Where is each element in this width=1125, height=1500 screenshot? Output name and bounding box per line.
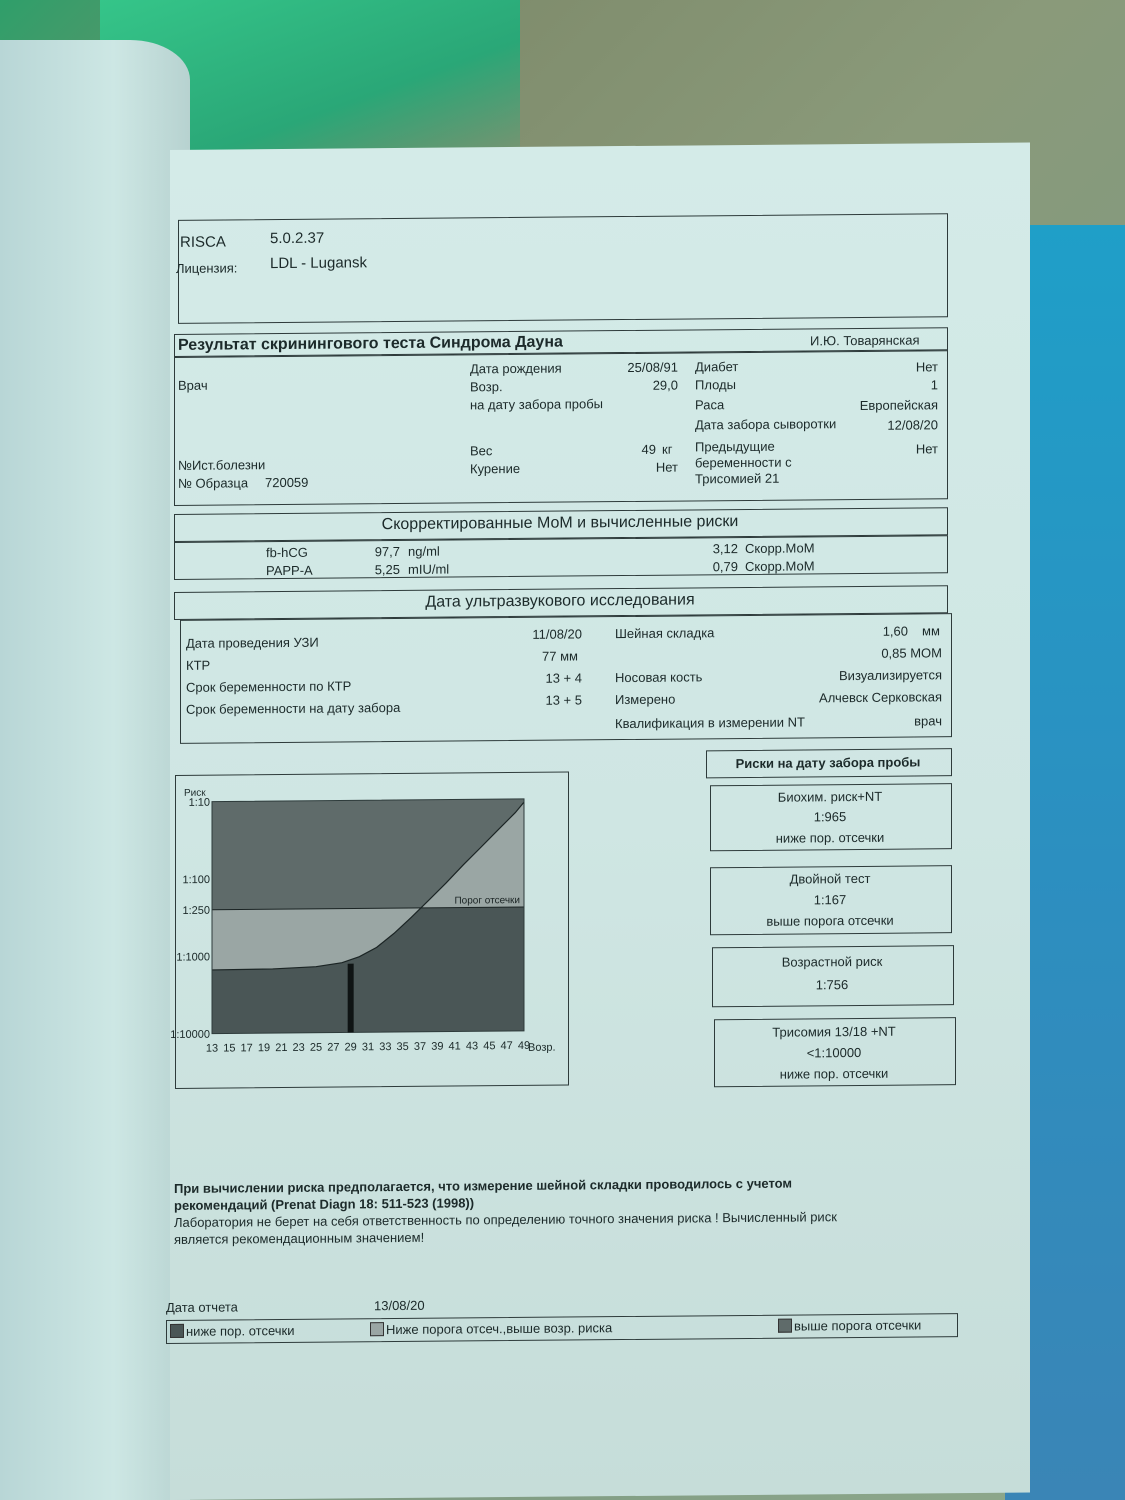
x-tick-label: 13	[205, 1042, 219, 1055]
us-date-value: 11/08/20	[532, 626, 582, 642]
risk-box-value: 1:167	[813, 892, 847, 908]
risk-box-title: Возрастной риск	[781, 953, 883, 970]
qual-label: Квалификация в измерении NT	[615, 714, 805, 732]
risk-chart	[170, 772, 569, 1089]
legend-swatch-middle	[370, 1322, 384, 1336]
mom-row-mom: 3,12	[712, 541, 738, 557]
mom-row-value: 5,25	[374, 561, 400, 578]
mom-row-mom: 0,79	[712, 559, 738, 575]
note-bold-2: рекомендаций (Prenat Diagn 18: 511-523 (1998))	[174, 1195, 475, 1213]
patient-age-marker	[348, 964, 354, 1033]
x-tick-label: 37	[413, 1040, 427, 1053]
history-label: №Ист.болезни	[178, 457, 266, 473]
mom-row-mom-label: Скорр.МоМ	[745, 558, 815, 574]
risk-box-title: Двойной тест	[789, 870, 871, 887]
age-value: 29,0	[652, 377, 678, 393]
us-date-label: Дата проведения УЗИ	[186, 634, 319, 651]
legend-above-label: выше порога отсечки	[794, 1317, 922, 1334]
note-bold-1: При вычислении риска предполагается, что измерение шейной складки проводилось с учетом	[174, 1175, 793, 1196]
report-date-label: Дата отчета	[166, 1299, 238, 1316]
nasal-value: Визуализируется	[839, 667, 942, 684]
x-tick-label: 33	[379, 1041, 392, 1054]
x-tick-label: 41	[448, 1040, 461, 1053]
risk-box-status: выше порога отсечки	[766, 912, 894, 929]
age-on-label: на дату забора пробы	[470, 396, 603, 413]
risk-box-title: Трисомия 13/18 +NT	[772, 1023, 896, 1040]
x-tick-label: 45	[483, 1040, 496, 1053]
cutoff-label: Порог отсечки	[454, 895, 520, 907]
prev-preg-value: Нет	[915, 441, 938, 457]
y-axis-label: Риск	[184, 787, 206, 799]
note-1: Лаборатория не берет на себя ответственность по определению точного значения риска ! Вычисленный риск	[174, 1209, 837, 1230]
legend-below	[170, 1323, 294, 1340]
diabetes-value: Нет	[915, 359, 938, 375]
y-tick-label: 1:100	[182, 873, 210, 887]
mom-row-unit: ng/ml	[408, 543, 440, 559]
nt-mom: 0,85 МОМ	[881, 645, 942, 661]
nt-label: Шейная складка	[615, 625, 715, 642]
birth-label: Дата рождения	[470, 360, 562, 377]
weight-unit: кг	[662, 441, 673, 457]
smoking-label: Курение	[470, 460, 521, 477]
race-value: Европейская	[859, 397, 938, 413]
weight-label: Вес	[470, 443, 493, 459]
us-title: Дата ультразвукового исследования	[425, 591, 695, 611]
x-tick-label: 15	[223, 1042, 236, 1055]
legend-below-label: ниже пор. отсечки	[186, 1322, 295, 1339]
mom-row-name: PAPP-A	[266, 562, 313, 579]
x-tick-label: 21	[275, 1041, 288, 1055]
risk-box-value: 1:965	[813, 809, 847, 825]
serum-date-label: Дата забора сыворотки	[695, 416, 837, 433]
risk-box-title: Биохим. риск+NT	[777, 788, 883, 805]
prev-preg-label-3: Трисомией 21	[695, 470, 780, 487]
x-axis-label: Возр.	[528, 1041, 556, 1054]
report-date-value: 13/08/20	[374, 1297, 425, 1314]
ktr-label: КТР	[186, 657, 211, 673]
term-ktr-value: 13 + 4	[545, 670, 582, 686]
legend-middle-label: Ниже порога отсеч.,выше возр. риска	[386, 1320, 613, 1338]
mom-row-mom-label: Скорр.МоМ	[745, 540, 815, 556]
x-tick-label: 25	[309, 1041, 323, 1054]
legend-above	[778, 1317, 921, 1334]
risk-box-value: 1:756	[815, 977, 849, 993]
patient-name: И.Ю. Товарянская	[810, 332, 920, 349]
diabetes-label: Диабет	[695, 359, 739, 375]
x-tick-label: 17	[240, 1042, 253, 1055]
risk-box-status: ниже пор. отсечки	[775, 829, 885, 846]
prev-preg-label-1: Предыдущие	[695, 438, 775, 455]
note-2: является рекомендационным значением!	[174, 1229, 425, 1247]
x-tick-label: 23	[292, 1041, 305, 1054]
x-tick-label: 35	[396, 1040, 409, 1054]
ktr-value: 77 мм	[542, 648, 578, 664]
legend-swatch-above	[778, 1319, 792, 1333]
mom-row-name: fb-hCG	[266, 544, 308, 561]
app-label: RISCA	[180, 233, 226, 251]
term-sample-value: 13 + 5	[545, 692, 582, 708]
app-version: 5.0.2.37	[270, 229, 325, 248]
y-tick-label: 1:10	[188, 796, 210, 809]
x-tick-label: 39	[431, 1040, 444, 1053]
doctor-label: Врач	[178, 377, 208, 393]
x-tick-label: 19	[257, 1042, 271, 1055]
x-tick-label: 31	[361, 1041, 375, 1054]
mom-row-unit: mIU/ml	[408, 561, 450, 577]
nasal-label: Носовая кость	[615, 669, 703, 686]
mom-row-value: 97,7	[374, 543, 400, 560]
birth-value: 25/08/91	[627, 359, 678, 376]
y-tick-label: 1:250	[182, 904, 210, 917]
left-page-curl	[0, 40, 190, 1500]
risks-title: Риски на дату забора пробы	[735, 754, 921, 772]
prev-preg-label-2: беременности с	[695, 454, 792, 471]
age-label: Возр.	[470, 379, 503, 395]
measured-label: Измерено	[615, 691, 676, 708]
x-tick-label: 43	[465, 1040, 479, 1053]
y-tick-label: 1:10000	[170, 1028, 210, 1041]
x-tick-label: 47	[500, 1040, 513, 1053]
report-title: Результат скринингового теста Синдрома Дауна	[178, 333, 563, 354]
risk-box-status: ниже пор. отсечки	[779, 1065, 889, 1082]
nt-unit: мм	[922, 623, 940, 639]
risk-chart-svg	[170, 773, 568, 1088]
fetuses-label: Плоды	[695, 377, 736, 393]
term-ktr-label: Срок беременности по КТР	[186, 678, 352, 695]
serum-date-value: 12/08/20	[887, 417, 938, 433]
license-value: LDL - Lugansk	[270, 254, 368, 273]
qual-value: врач	[914, 713, 942, 729]
sample-value: 720059	[265, 474, 309, 491]
license-label: Лицензия:	[176, 260, 238, 276]
race-label: Раса	[695, 397, 725, 413]
x-tick-label: 49	[517, 1039, 531, 1052]
term-sample-label: Срок беременности на дату забора	[186, 699, 401, 717]
weight-value: 49	[641, 441, 656, 457]
x-tick-label: 27	[327, 1041, 340, 1054]
risk-box-value: <1:10000	[806, 1044, 862, 1061]
legend-swatch-below	[170, 1324, 184, 1338]
smoking-value: Нет	[655, 459, 678, 475]
y-tick-label: 1:1000	[176, 951, 210, 964]
fetuses-value: 1	[930, 377, 938, 393]
sample-label: № Образца	[178, 475, 249, 491]
measured-value: Алчевск Серковская	[819, 689, 942, 706]
nt-value: 1,60	[882, 623, 908, 639]
legend-middle	[370, 1320, 612, 1338]
x-tick-label: 29	[344, 1041, 357, 1054]
mom-title: Скорректированные МоМ и вычисленные риски	[381, 513, 739, 534]
report-sheet	[166, 142, 1030, 1500]
